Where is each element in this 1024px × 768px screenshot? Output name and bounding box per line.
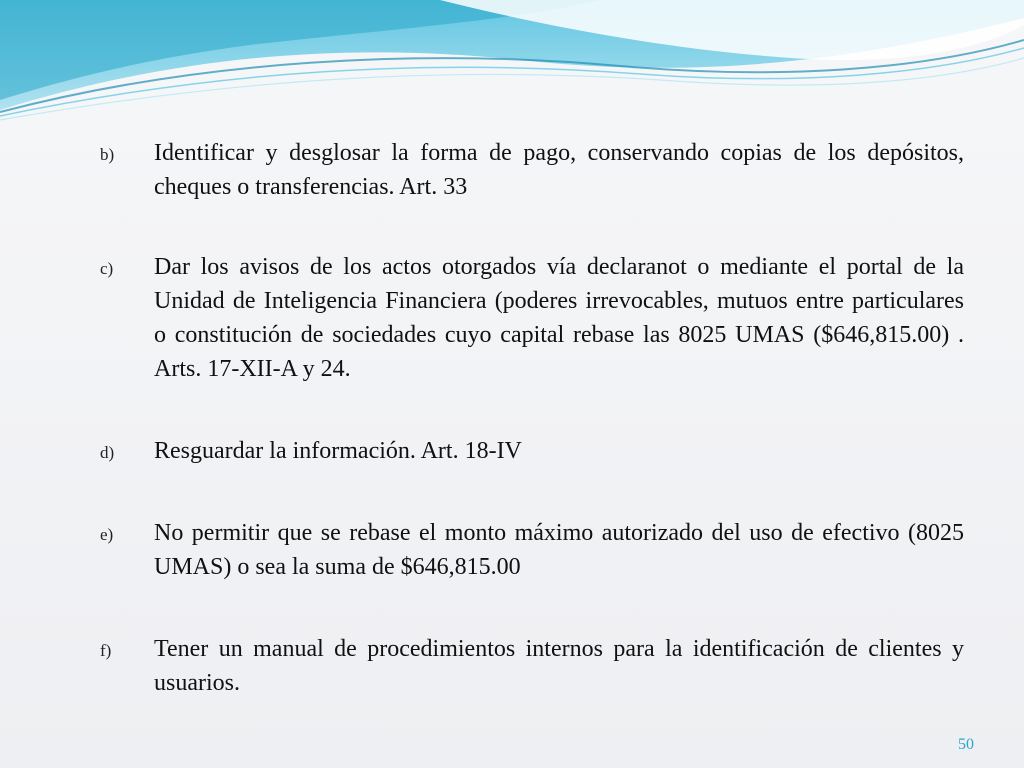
list-item-text: Tener un manual de procedimientos internos para la identificación de clientes y usuarios. [154,636,964,696]
list-marker: e) [100,525,114,544]
list-item-text: Dar los avisos de los actos otorgados vía declaranot o mediante el portal de la Unidad de Inteligencia Financiera (poderes irrevocables, mutuos entre particulares o constitución de sociedades cuyo capital rebase las 8025 UMAS ($646,815.00) . Arts. 17-XII-A y 24. [154,254,964,382]
list-marker: c) [100,259,114,278]
list-marker: d) [100,443,115,462]
list-item [100,250,964,386]
list-item-text: No permitir que se rebase el monto máximo autorizado del uso de efectivo (8025 UMAS) o sea la suma de $646,815.00 [154,520,964,580]
list-item-text: Resguardar la información. Art. 18-IV [154,438,522,464]
list-marker: b) [100,145,115,164]
list-item-text: Identificar y desglosar la forma de pago, conservando copias de los depósitos, cheques o transferencias. Art. 33 [154,140,964,200]
list-marker: f) [100,641,112,660]
decorative-wave-header [0,0,1024,130]
list-item [100,434,964,468]
page-number: 50 [958,736,974,753]
list-item [100,516,964,584]
list-item [100,632,964,700]
list-item [100,136,964,204]
